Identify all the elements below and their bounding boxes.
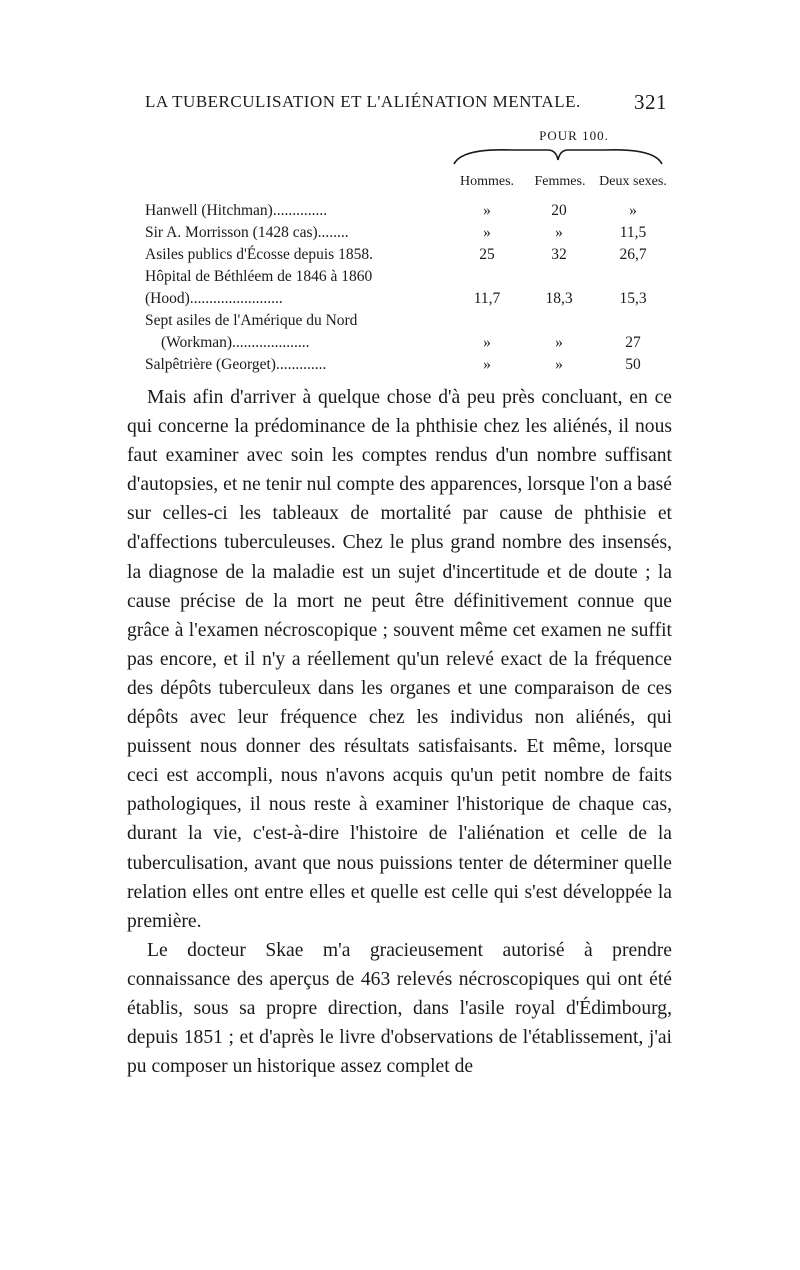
row-label: Asiles publics d'Écosse depuis 1858. — [145, 246, 373, 263]
cell-hommes: » — [483, 224, 491, 241]
page-number: 321 — [634, 90, 667, 114]
cell-femmes: 32 — [551, 246, 567, 263]
row-label: Sept asiles de l'Amérique du Nord — [145, 312, 358, 329]
cell-hommes: » — [483, 334, 491, 351]
cell-hommes: 25 — [479, 246, 495, 263]
table-row — [145, 356, 665, 378]
cell-femmes: » — [555, 356, 563, 373]
row-label: Sir A. Morrisson (1428 cas)........ — [145, 224, 349, 241]
cell-femmes: 18,3 — [545, 290, 573, 307]
cell-deux-sexes: » — [629, 202, 637, 219]
body-text — [127, 383, 672, 1081]
group-label: POUR 100. — [539, 128, 609, 143]
cell-deux-sexes: 26,7 — [619, 246, 647, 263]
cell-femmes: 20 — [551, 202, 567, 219]
paragraph: Le docteur Skae m'a gracieusement autorisé à prendre connaissance des aperçus de 463 relevés nécroscopiques qui ont été établis, sous sa propre direction, dans l'asile royal d'Édimbourg, depuis 1851 ; et d'après le livre d'observations de l'établissement, j'ai pu composer un historique assez complet de — [127, 939, 672, 1078]
table-row — [145, 246, 665, 268]
table-row — [145, 224, 665, 246]
table-row — [145, 312, 665, 334]
column-header-hommes: Hommes. — [459, 174, 515, 189]
running-title: LA TUBERCULISATION ET L'ALIÉNATION MENTALE. — [145, 92, 581, 111]
column-header-femmes: Femmes. — [534, 174, 586, 189]
table-row — [145, 334, 665, 356]
row-label: Salpêtrière (Georget)............. — [145, 356, 327, 373]
column-header-deux-sexes: Deux sexes. — [599, 174, 667, 189]
row-label: Hôpital de Béthléem de 1846 à 1860 — [145, 268, 373, 285]
cell-hommes: » — [483, 356, 491, 373]
table-row — [145, 202, 665, 224]
cell-femmes: » — [555, 224, 563, 241]
row-label: Hanwell (Hitchman).............. — [145, 202, 328, 219]
cell-deux-sexes: 50 — [625, 356, 641, 373]
row-label: (Hood)........................ — [145, 290, 283, 307]
cell-deux-sexes: 15,3 — [619, 290, 647, 307]
row-label: (Workman).................... — [161, 334, 310, 351]
brace-icon — [452, 144, 664, 166]
cell-femmes: » — [555, 334, 563, 351]
table-row — [145, 290, 665, 312]
paragraph: Mais afin d'arriver à quelque chose d'à peu près concluant, en ce qui concerne la prédominance de la phthisie chez les aliénés, il nous faut examiner avec soin les comptes rendus d'un nombre suffisant d'autopsies, et ne tenir nul compte des apparences, lorsque l'on a basé sur celles-ci les tableaux de mortalité par cause de phthisie et d'affections tuberculeuses. Chez le plus grand nombre des insensés, la diagnose de la maladie est un sujet d'incertitude et de doute ; la cause précise de la mort ne peut être définitivement connue que grâce à l'examen nécroscopique ; souvent même cet examen ne suffit pas encore, et il n'y a réellement qu'un relevé exact de la fréquence des dépôts tuberculeux dans les organes et une comparaison de ces dépôts avec leur fréquence chez les individus non aliénés, qui puissent nous donner des résultats satisfaisants. Et même, lorsque ceci est accompli, nous n'avons acquis qu'un petit nombre de faits pathologiques, il nous reste à examiner l'historique de chaque cas, durant la vie, c'est-à-dire l'histoire de l'aliénation et celle de la tuberculisation, avant que nous puissions tenter de déterminer quelle relation elles ont entre elles et quelle est celle qui s'est développée la première. — [127, 387, 672, 932]
cell-deux-sexes: 27 — [625, 334, 641, 351]
table-row — [145, 268, 665, 290]
cell-hommes: 11,7 — [473, 290, 501, 307]
cell-hommes: » — [483, 202, 491, 219]
cell-deux-sexes: 11,5 — [619, 224, 647, 241]
